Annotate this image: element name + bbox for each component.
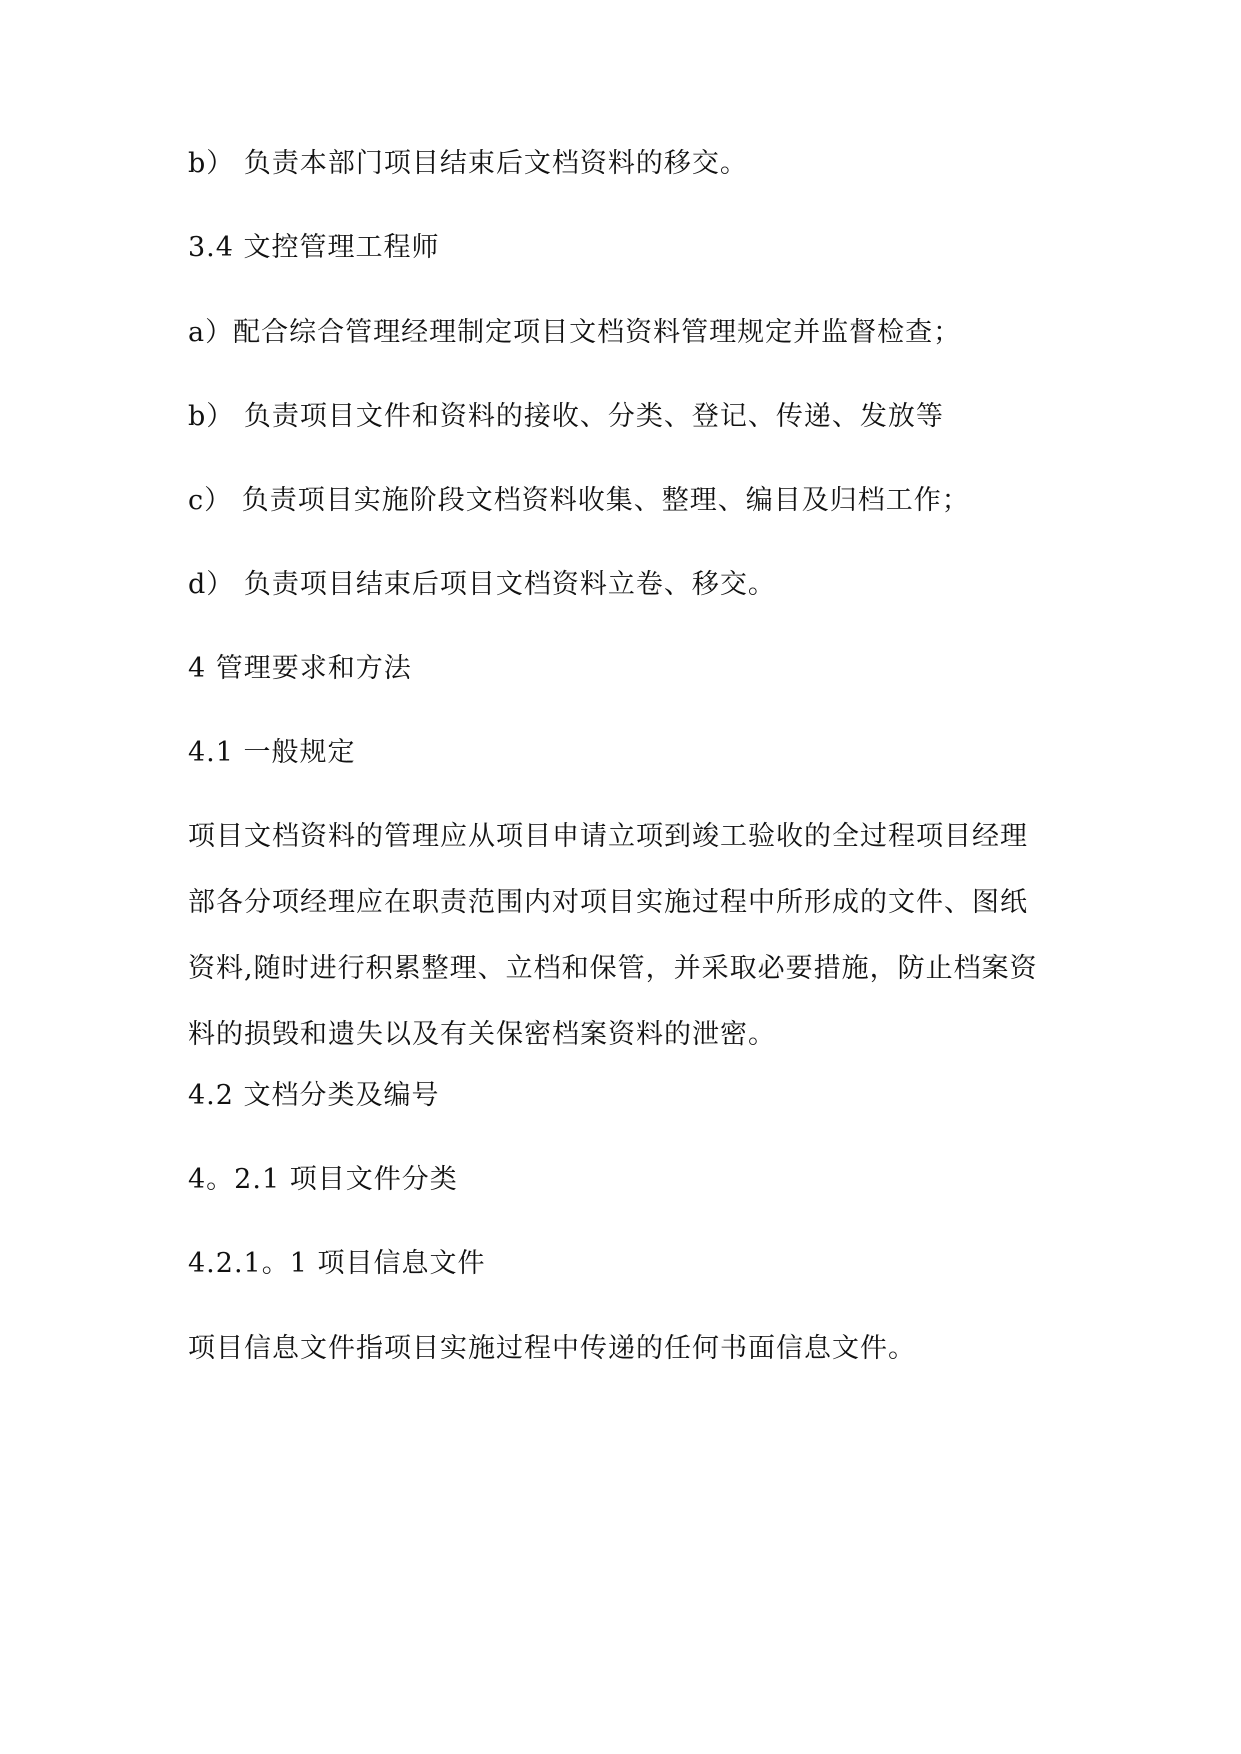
section-heading: 4.2 文档分类及编号 [188,1080,440,1111]
paragraph-line: 资料,随时进行积累整理、立档和保管，并采取必要措施，防止档案资 [188,953,1038,984]
paragraph-line: 部各分项经理应在职责范围内对项目实施过程中所形成的文件、图纸 [188,887,1028,918]
text-line: a）配合综合管理经理制定项目文档资料管理规定并监督检查； [188,317,962,348]
text-line: b） 负责本部门项目结束后文档资料的移交。 [188,148,748,179]
paragraph-line: 料的损毁和遗失以及有关保密档案资料的泄密。 [188,1019,776,1050]
text-line: d） 负责项目结束后项目文档资料立卷、移交。 [188,569,776,600]
text-line: 项目信息文件指项目实施过程中传递的任何书面信息文件。 [188,1333,916,1364]
text-line: b） 负责项目文件和资料的接收、分类、登记、传递、发放等 [188,401,944,432]
body-paragraph [188,804,1088,1068]
section-heading: 4.1 一般规定 [188,737,356,768]
section-heading: 4。2.1 项目文件分类 [188,1164,458,1195]
section-heading: 3.4 文控管理工程师 [188,232,440,263]
section-heading: 4 管理要求和方法 [188,653,412,684]
section-heading: 4.2.1。1 项目信息文件 [188,1248,486,1279]
text-line: c） 负责项目实施阶段文档资料收集、整理、编目及归档工作； [188,485,970,516]
paragraph-line: 项目文档资料的管理应从项目申请立项到竣工验收的全过程项目经理 [188,821,1028,852]
